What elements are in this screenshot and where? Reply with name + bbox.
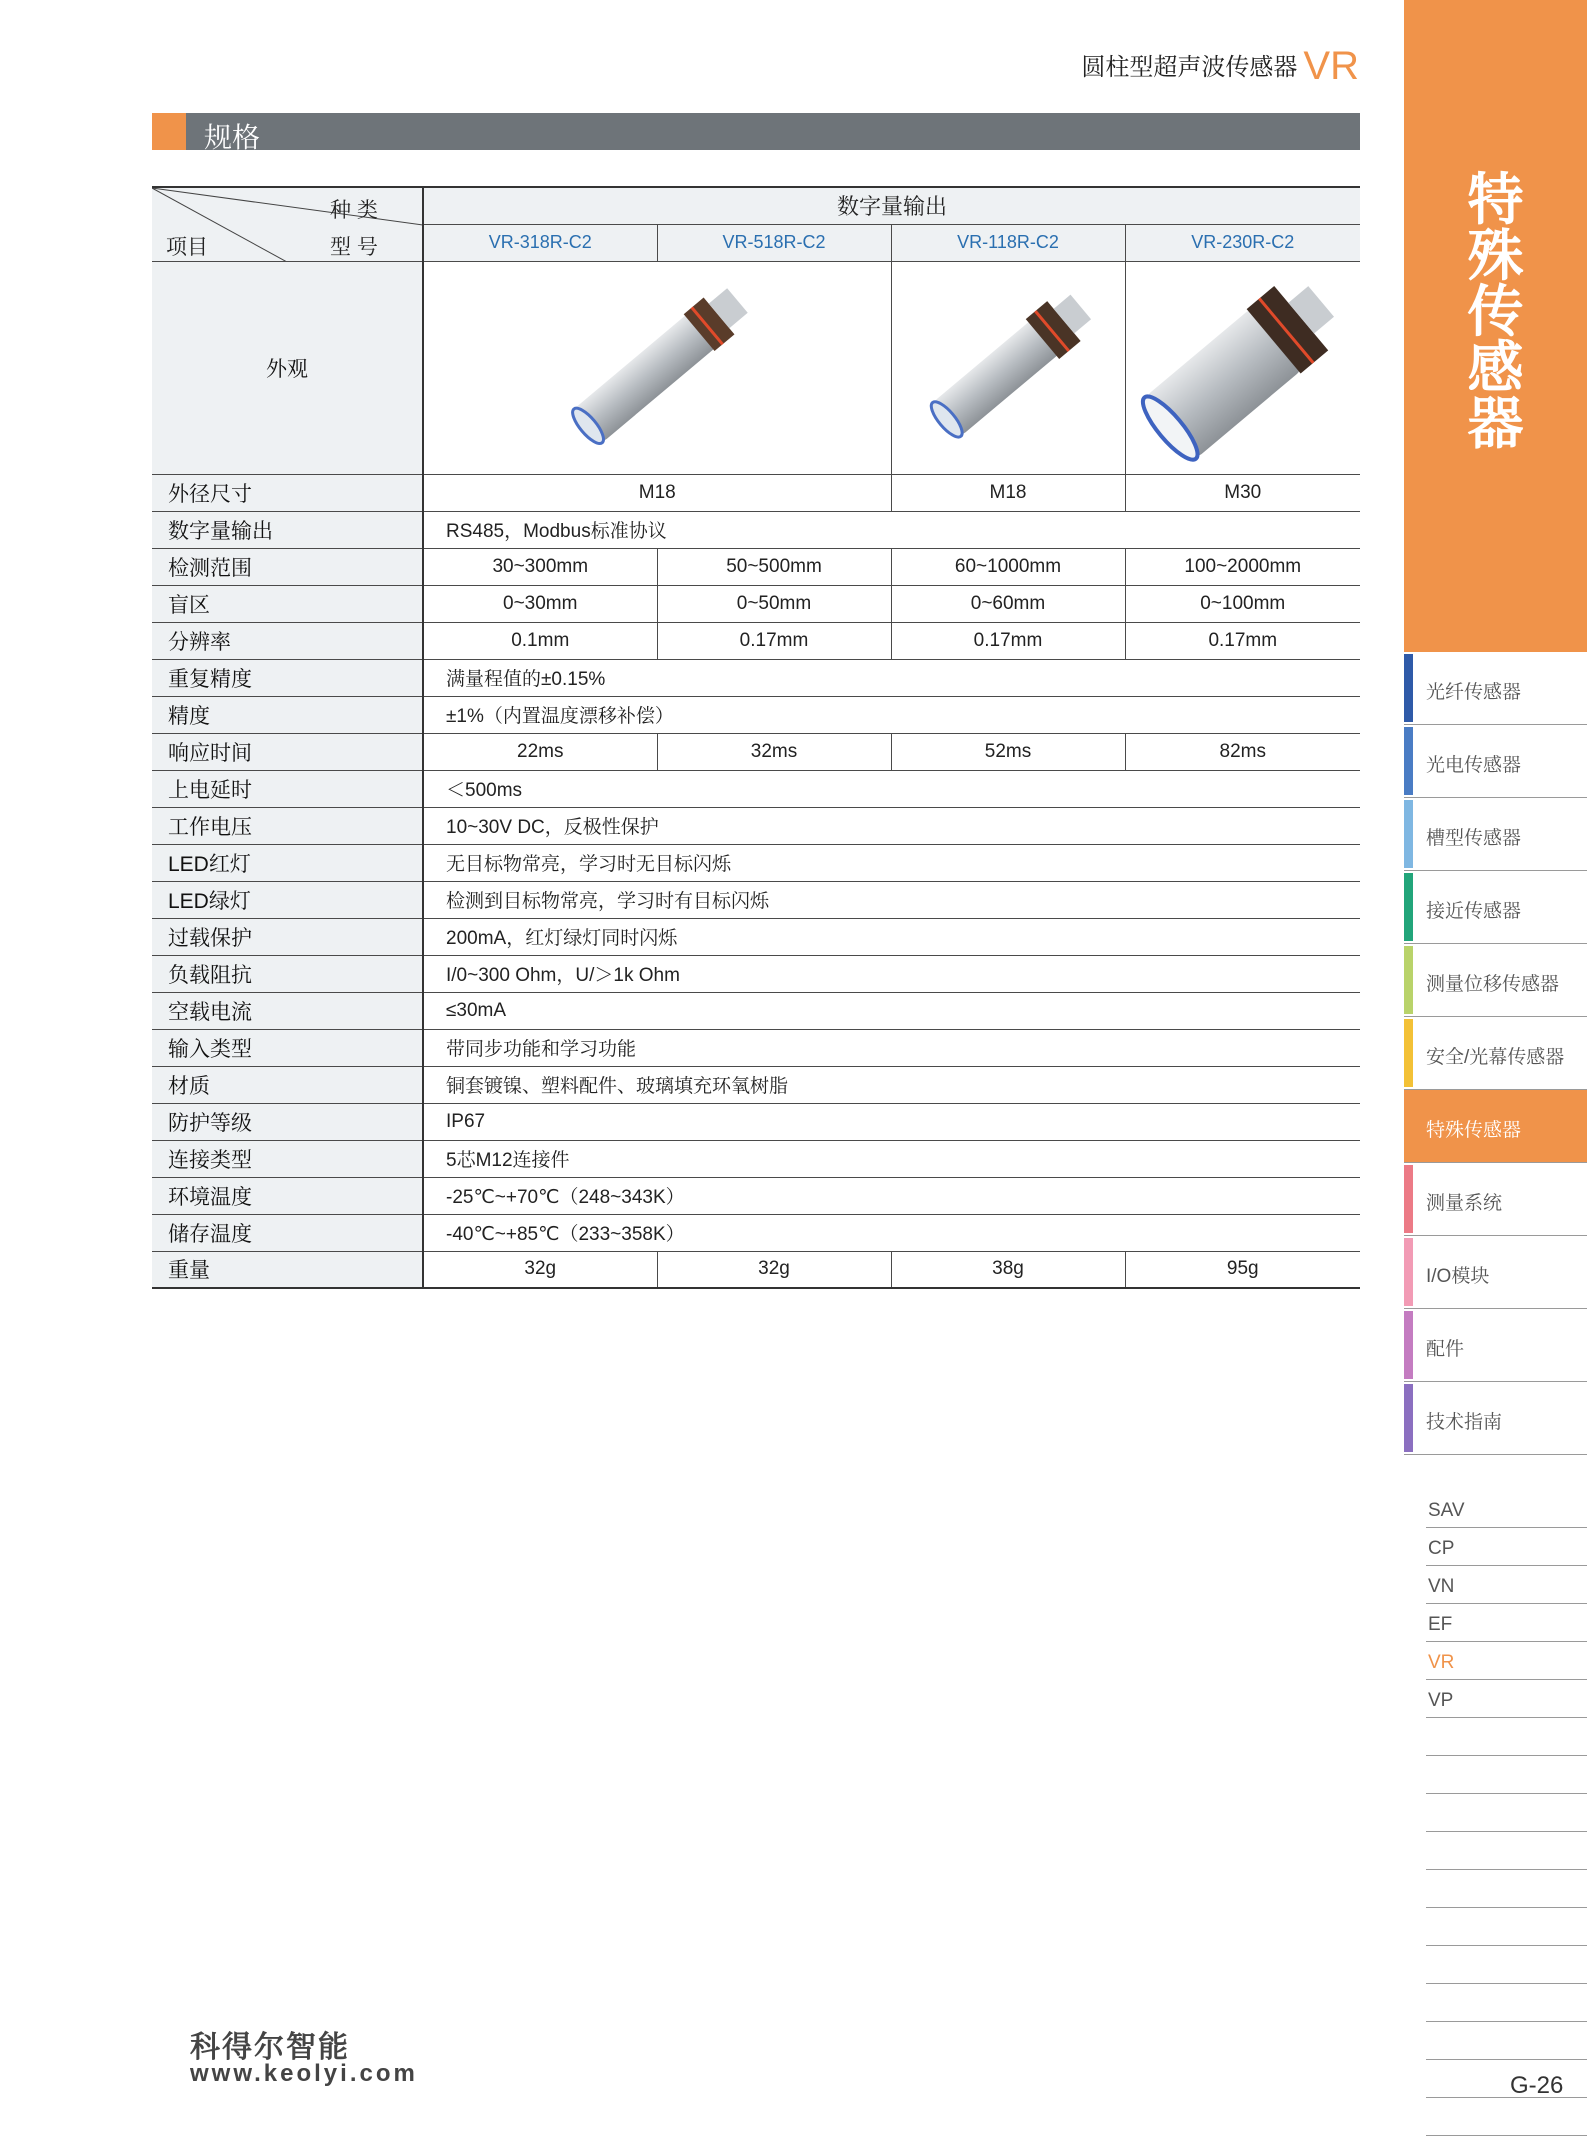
- cell-value: -40℃~+85℃（233~358K）: [423, 1214, 1360, 1251]
- section-title: 规格: [204, 122, 261, 153]
- series-item-empty: [1426, 1908, 1587, 1946]
- side-heading-char: 特: [1467, 168, 1524, 231]
- cell-value: 95g: [1125, 1251, 1360, 1288]
- side-nav-item-safety[interactable]: [1404, 1017, 1587, 1090]
- cell-value: IP67: [423, 1103, 1360, 1140]
- series-item-empty: [1426, 1946, 1587, 1984]
- cell-value: 200mA，红灯绿灯同时闪烁: [423, 918, 1360, 955]
- cell-value: 38g: [891, 1251, 1125, 1288]
- cell-value: RS485，Modbus标准协议: [423, 511, 1360, 548]
- cell-value: 100~2000mm: [1125, 548, 1360, 585]
- side-nav-item-photoelectric[interactable]: [1404, 725, 1587, 798]
- corner-model: 型 号: [330, 236, 378, 260]
- side-heading-char: 器: [1467, 392, 1524, 455]
- nav-color-bar: [1404, 1384, 1413, 1452]
- sensor-m18-image: [507, 268, 807, 468]
- model-header: VR-118R-C2: [891, 224, 1125, 261]
- side-nav-item-displacement[interactable]: [1404, 944, 1587, 1017]
- nav-color-bar: [1404, 1238, 1413, 1306]
- series-item-empty: [1426, 1718, 1587, 1756]
- series-item-empty: [1426, 1984, 1587, 2022]
- nav-item-label: 接近传感器: [1426, 901, 1522, 922]
- corner-cell: [152, 187, 423, 261]
- series-list: [1426, 1490, 1587, 2136]
- spec-table: [152, 186, 1360, 1289]
- side-nav: [1404, 652, 1587, 1455]
- sensor-m18-image: [898, 268, 1118, 468]
- row-label: 负载阻抗: [152, 955, 423, 992]
- cell-value: 无目标物常亮，学习时无目标闪烁: [423, 844, 1360, 881]
- appearance-label: 外观: [152, 261, 423, 474]
- series-item-ef[interactable]: [1426, 1604, 1587, 1642]
- side-nav-item-slot[interactable]: [1404, 798, 1587, 871]
- row-label: 分辨率: [152, 622, 423, 659]
- cell-value: 52ms: [891, 733, 1125, 770]
- side-nav-item-special[interactable]: [1404, 1090, 1587, 1163]
- cell-value: 32g: [657, 1251, 891, 1288]
- row-label: 空载电流: [152, 992, 423, 1029]
- nav-item-label: 测量系统: [1426, 1193, 1503, 1214]
- row-label: LED绿灯: [152, 881, 423, 918]
- cell-value: 铜套镀镍、塑料配件、玻璃填充环氧树脂: [423, 1066, 1360, 1103]
- cell-value: 0~50mm: [657, 585, 891, 622]
- nav-item-label: 配件: [1426, 1339, 1465, 1360]
- model-header: VR-318R-C2: [423, 224, 657, 261]
- brand-url: www.keolyi.com: [190, 2060, 418, 2087]
- row-label: 材质: [152, 1066, 423, 1103]
- cell-value: 检测到目标物常亮，学习时有目标闪烁: [423, 881, 1360, 918]
- cell-value: 0.17mm: [657, 622, 891, 659]
- nav-color-bar: [1404, 800, 1413, 868]
- side-nav-item-io-module[interactable]: [1404, 1236, 1587, 1309]
- row-label: 防护等级: [152, 1103, 423, 1140]
- model-header: VR-518R-C2: [657, 224, 891, 261]
- row-label: 检测范围: [152, 548, 423, 585]
- series-item-vr[interactable]: [1426, 1642, 1587, 1680]
- nav-item-label: 光电传感器: [1426, 755, 1522, 776]
- series-label: VP: [1428, 1690, 1454, 1711]
- side-nav-item-guide[interactable]: [1404, 1382, 1587, 1455]
- cell-value: 82ms: [1125, 733, 1360, 770]
- row-label: 数字量输出: [152, 511, 423, 548]
- series-item-empty: [1426, 2022, 1587, 2060]
- cell-value: M18: [423, 474, 891, 511]
- side-heading-char: 传: [1467, 280, 1524, 343]
- row-label: 精度: [152, 696, 423, 733]
- series-label: VN: [1428, 1576, 1455, 1597]
- document-title: [1081, 44, 1359, 89]
- row-label: 储存温度: [152, 1214, 423, 1251]
- section-header: [152, 113, 1360, 153]
- title-text: 圆柱型超声波传感器: [1081, 54, 1298, 81]
- row-label: 盲区: [152, 585, 423, 622]
- series-label: EF: [1428, 1614, 1453, 1635]
- cell-value: M18: [891, 474, 1125, 511]
- series-item-empty: [1426, 1756, 1587, 1794]
- row-label: 上电延时: [152, 770, 423, 807]
- cell-value: 0~100mm: [1125, 585, 1360, 622]
- cell-value: ≤30mA: [423, 992, 1360, 1029]
- corner-kind: 种 类: [330, 199, 378, 223]
- cell-value: ±1%（内置温度漂移补偿）: [423, 696, 1360, 733]
- nav-item-label: 光纤传感器: [1426, 682, 1522, 703]
- nav-item-label: 槽型传感器: [1426, 828, 1522, 849]
- model-header: VR-230R-C2: [1125, 224, 1360, 261]
- series-item-vp[interactable]: [1426, 1680, 1587, 1718]
- nav-item-label: 安全/光幕传感器: [1426, 1047, 1565, 1068]
- cell-value: 带同步功能和学习功能: [423, 1029, 1360, 1066]
- cell-value: I/0~300 Ohm，U/＞1k Ohm: [423, 955, 1360, 992]
- nav-color-bar: [1404, 1165, 1413, 1233]
- series-label: VR: [1428, 1652, 1455, 1673]
- sensor-m30-image: [1128, 265, 1358, 470]
- side-heading: [1404, 168, 1587, 455]
- nav-item-label: I/O模块: [1426, 1266, 1490, 1287]
- cell-value: 0~60mm: [891, 585, 1125, 622]
- row-label: 连接类型: [152, 1140, 423, 1177]
- row-label: 输入类型: [152, 1029, 423, 1066]
- cell-value: 32ms: [657, 733, 891, 770]
- row-label: 响应时间: [152, 733, 423, 770]
- cell-value: 0~30mm: [423, 585, 657, 622]
- nav-item-label: 测量位移传感器: [1426, 974, 1560, 995]
- cell-value: -25℃~+70℃（248~343K）: [423, 1177, 1360, 1214]
- product-image-318-518: [423, 261, 891, 474]
- cell-value: 0.1mm: [423, 622, 657, 659]
- nav-color-bar: [1404, 946, 1413, 1014]
- nav-color-bar: [1404, 1311, 1413, 1379]
- row-label: LED红灯: [152, 844, 423, 881]
- nav-item-label: 技术指南: [1426, 1412, 1503, 1433]
- cell-value: 0.17mm: [891, 622, 1125, 659]
- cell-value: 32g: [423, 1251, 657, 1288]
- side-nav-item-proximity[interactable]: [1404, 871, 1587, 944]
- nav-color-bar: [1404, 1092, 1413, 1160]
- cell-value: ＜500ms: [423, 770, 1360, 807]
- series-item-empty: [1426, 1832, 1587, 1870]
- row-label: 外径尺寸: [152, 474, 423, 511]
- cell-value: 60~1000mm: [891, 548, 1125, 585]
- series-item-vn[interactable]: [1426, 1566, 1587, 1604]
- series-item-cp[interactable]: [1426, 1528, 1587, 1566]
- product-image-230: [1125, 261, 1360, 474]
- side-heading-char: 殊: [1467, 224, 1524, 287]
- cell-value: 满量程值的±0.15%: [423, 659, 1360, 696]
- side-nav-item-accessories[interactable]: [1404, 1309, 1587, 1382]
- cell-value: 10~30V DC，反极性保护: [423, 807, 1360, 844]
- row-label: 工作电压: [152, 807, 423, 844]
- nav-item-label: 特殊传感器: [1426, 1120, 1522, 1141]
- category-header: 数字量输出: [423, 187, 1360, 224]
- cell-value: 50~500mm: [657, 548, 891, 585]
- cell-value: 30~300mm: [423, 548, 657, 585]
- side-category-banner: [1404, 0, 1587, 652]
- nav-color-bar: [1404, 727, 1413, 795]
- cell-value: 0.17mm: [1125, 622, 1360, 659]
- product-image-118: [891, 261, 1125, 474]
- side-heading-char: 感: [1467, 336, 1524, 399]
- page-number: G-26: [1510, 2072, 1564, 2099]
- nav-color-bar: [1404, 1019, 1413, 1087]
- nav-color-bar: [1404, 873, 1413, 941]
- row-label: 重量: [152, 1251, 423, 1288]
- cell-value: 22ms: [423, 733, 657, 770]
- nav-color-bar: [1404, 654, 1413, 722]
- row-label: 重复精度: [152, 659, 423, 696]
- series-item-empty: [1426, 2098, 1587, 2136]
- brand-name: 科得尔智能: [190, 2031, 350, 2064]
- row-label: 环境温度: [152, 1177, 423, 1214]
- corner-item: 项目: [166, 236, 208, 260]
- series-item-empty: [1426, 1794, 1587, 1832]
- cell-value: M30: [1125, 474, 1360, 511]
- series-label: SAV: [1428, 1500, 1465, 1521]
- side-nav-item-fiber[interactable]: [1404, 652, 1587, 725]
- series-label: CP: [1428, 1538, 1455, 1559]
- series-code: VR: [1303, 44, 1359, 88]
- cell-value: 5芯M12连接件: [423, 1140, 1360, 1177]
- series-item-sav[interactable]: [1426, 1490, 1587, 1528]
- row-label: 过载保护: [152, 918, 423, 955]
- section-marker: [152, 113, 186, 150]
- side-nav-item-measurement-system[interactable]: [1404, 1163, 1587, 1236]
- series-item-empty: [1426, 1870, 1587, 1908]
